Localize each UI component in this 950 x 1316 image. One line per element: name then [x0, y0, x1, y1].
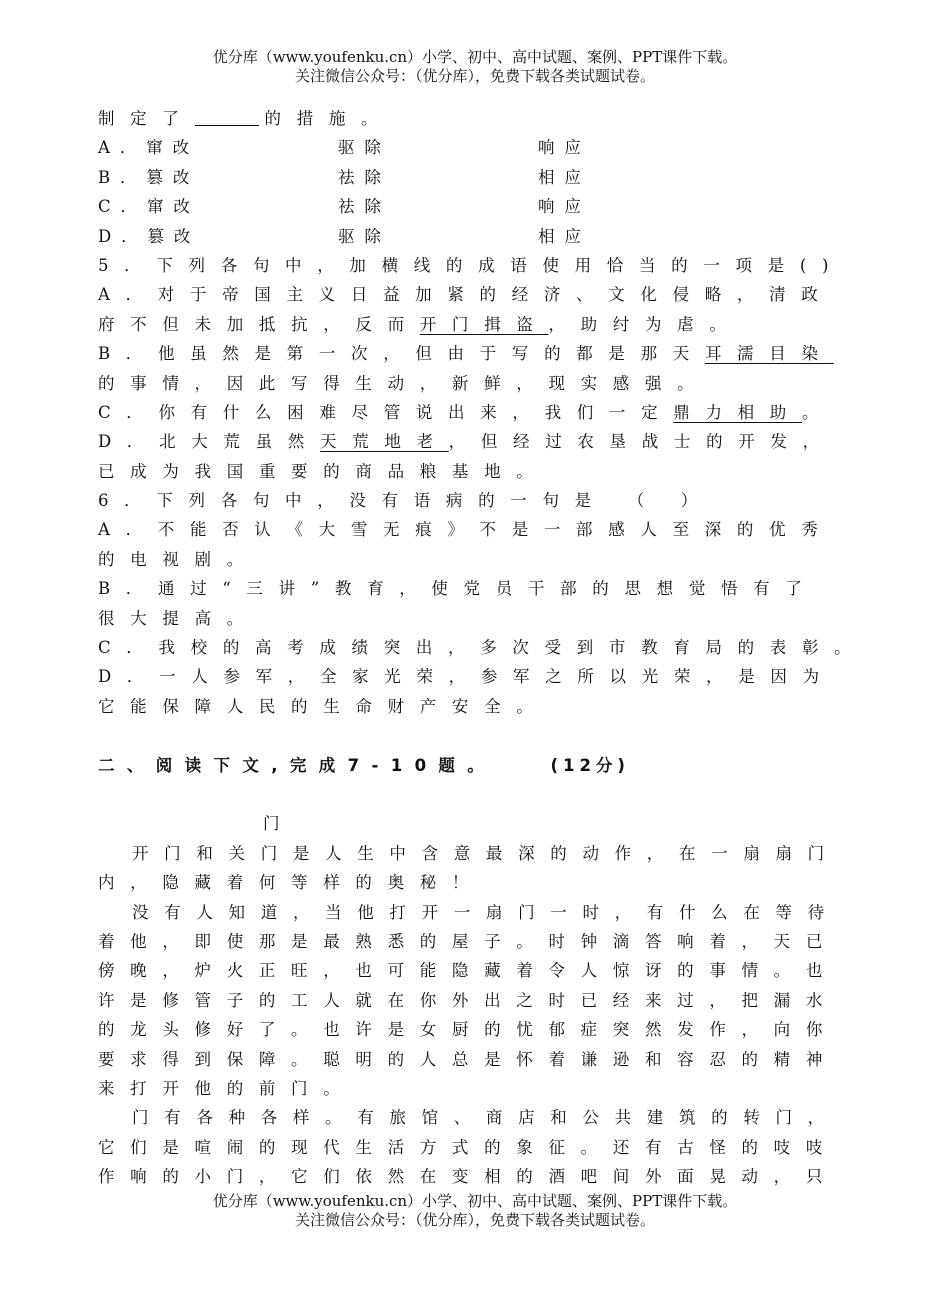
q5-option-d-line1: D．北大荒虽然天荒地老，但经过农垦战士的开发， [98, 432, 835, 452]
section-title: 二、阅读下文,完成7-10题。 [98, 755, 497, 775]
passage-line: 作响的小门，它们依然在变相的酒吧间外面晃动，只 [98, 1167, 839, 1187]
passage-line: 着他，即使那是最熟悉的屋子。时钟滴答响着，天已 [98, 931, 839, 951]
q5-option-c: C．你有什么困难尽管说出来，我们一定鼎力相助。 [98, 402, 835, 422]
q5-stem: 5．下列各句中，加横线的成语使用恰当的一项是() [98, 255, 845, 275]
answer-blank [195, 107, 259, 126]
q5-option-a-line2: 府不但未加抵抗，反而开门揖盗，助纣为虐。 [98, 314, 742, 334]
passage-title: 门 [263, 814, 296, 834]
q4-option-b: B．篡改 祛除 相应 [98, 167, 591, 187]
underlined-idiom: 鼎力相助 [673, 402, 802, 422]
exam-content [98, 104, 867, 1191]
q6-option-d-line1: D．一人参军，全家光荣，参军之所以光荣，是因为 [98, 667, 835, 687]
passage-line: 要求得到保障。聪明的人总是怀着谦逊和容忍的精神 [98, 1049, 839, 1069]
underlined-idiom: 天荒地老 [319, 432, 449, 452]
passage-line: 的龙头修好了。也许是女厨的忧郁症突然发作，向你 [98, 1020, 839, 1040]
underlined-idiom: 耳濡目染 [704, 344, 834, 364]
q6-option-b-line2: 很大提高。 [98, 608, 259, 628]
passage-line: 门有各种各样。有旅馆、商店和公共建筑的转门， [132, 1108, 840, 1128]
section-heading [98, 751, 858, 780]
footer-line-2: 关注微信公众号：（优分库），免费下载各类试题试卷。 [294, 1211, 655, 1229]
q5-option-a-line1: A．对于帝国主义日益加紧的经济、文化侵略，清政 [98, 285, 834, 305]
page-footer [0, 1192, 950, 1230]
q5-option-b-line1: B．他虽然是第一次，但由于写的都是那天耳濡目染 [98, 344, 834, 364]
q6-stem: 6．下列各句中，没有语病的一句是 （ ） [98, 491, 713, 511]
q6-option-b-line1: B．通过“三讲”教育，使党员干部的思想觉悟有了 [98, 579, 818, 599]
passage-line: 它们是喧闹的现代生活方式的象征。还有古怪的吱吱 [98, 1137, 839, 1157]
passage-line: 没有人知道，当他打开一扇门一时，有什么在等待 [132, 902, 840, 922]
q6-option-a-line1: A．不能否认《大雪无痕》不是一部感人至深的优秀 [98, 520, 834, 540]
q4-stem [98, 104, 858, 133]
footer-line-1: 优分库（www.youfenku.cn）小学、初中、高中试题、案例、PPT课件下载。 [212, 1192, 738, 1210]
page-header [0, 48, 950, 86]
passage-line: 许是修管子的工人就在你外出之时已经来过，把漏水 [98, 990, 839, 1010]
underlined-idiom: 开门揖盗 [419, 314, 549, 334]
q4-stem-pre: 制定了 [98, 109, 195, 128]
passage-line: 傍晚，炉火正旺，也可能隐藏着令人惊讶的事情。也 [98, 961, 839, 981]
header-line-2: 关注微信公众号：（优分库），免费下载各类试题试卷。 [294, 67, 655, 85]
q4-option-d: D．篡改 驱除 相应 [98, 226, 591, 246]
q4-stem-post: 的措施。 [264, 109, 394, 128]
header-line-1: 优分库（www.youfenku.cn）小学、初中、高中试题、案例、PPT课件下载。 [212, 48, 738, 66]
q4-option-c: C．窜改 祛除 响应 [98, 197, 591, 217]
q6-option-a-line2: 的电视剧。 [98, 549, 259, 569]
q5-option-b-line2: 的事情，因此写得生动，新鲜，现实感强。 [98, 373, 710, 393]
passage-line: 内，隐藏着何等样的奥秘！ [98, 873, 485, 893]
q6-option-c: C．我校的高考成绩突出，多次受到市教育局的表彰。 [98, 638, 867, 658]
section-score: (12分) [550, 755, 630, 775]
q6-option-d-line2: 它能保障人民的生命财产安全。 [98, 696, 549, 716]
q4-option-a: A．窜改 驱除 响应 [98, 138, 591, 158]
passage-line: 开门和关门是人生中含意最深的动作，在一扇扇门 [132, 843, 840, 863]
q5-option-d-line2: 已成为我国重要的商品粮基地。 [98, 461, 549, 481]
passage-line: 来打开他的前门。 [98, 1078, 356, 1098]
